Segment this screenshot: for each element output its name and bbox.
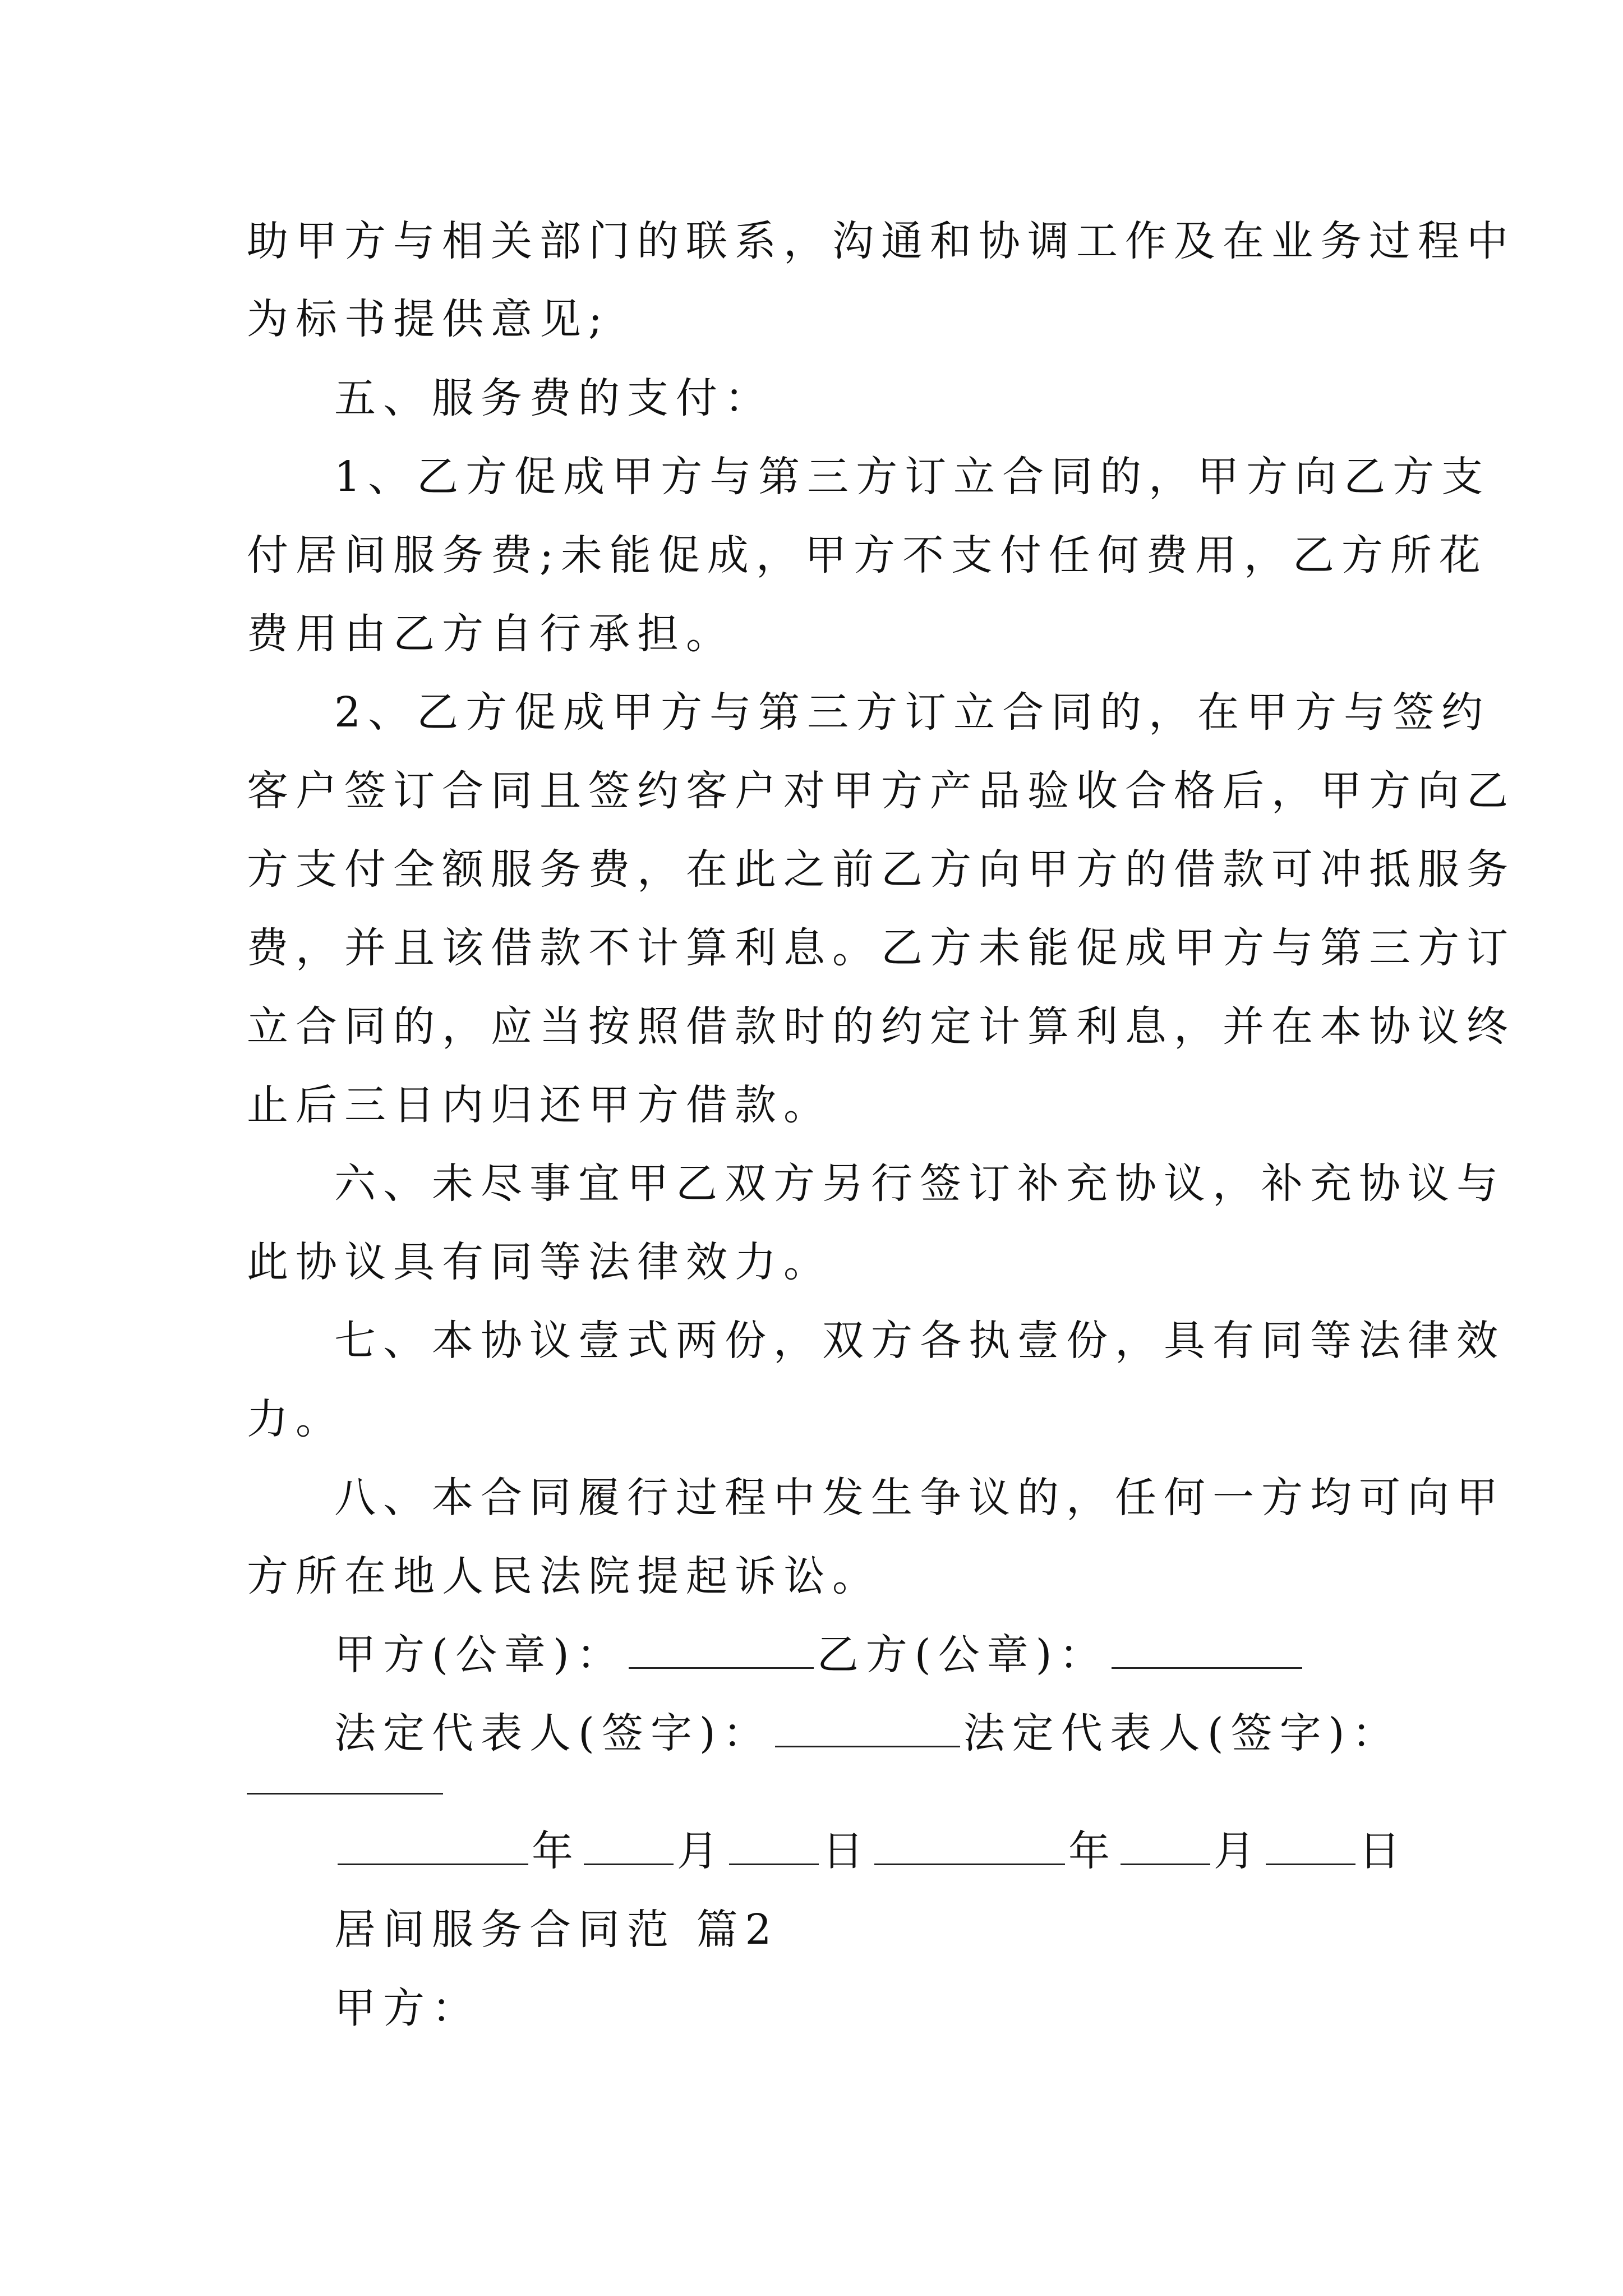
year-label: 年 bbox=[1068, 1827, 1117, 1875]
year-blank bbox=[874, 1824, 1065, 1865]
signature-seal-line bbox=[334, 1627, 1306, 1683]
party-b-representative-label: 法定代表人(签字)： bbox=[963, 1709, 1401, 1757]
paragraph-line: 付居间服务费;未能促成，甲方不支付任何费用，乙方所花 bbox=[247, 531, 1488, 579]
party-a-seal-blank bbox=[629, 1628, 814, 1669]
paragraph-line: 六、未尽事宜甲乙双方另行签订补充协议，补充协议与 bbox=[334, 1159, 1505, 1208]
year-label: 年 bbox=[532, 1827, 580, 1875]
signature-representative-line bbox=[334, 1705, 1401, 1761]
paragraph-line: 费，并且该借款不计算利息。乙方未能促成甲方与第三方订 bbox=[247, 924, 1515, 972]
paragraph-line: 此协议具有同等法律效力。 bbox=[247, 1238, 832, 1286]
party-b-seal-label: 乙方(公章)： bbox=[817, 1631, 1108, 1679]
paragraph-line: 止后三日内归还甲方借款。 bbox=[247, 1081, 832, 1129]
paragraph-line: 方所在地人民法院提起诉讼。 bbox=[247, 1552, 881, 1600]
year-blank bbox=[338, 1824, 528, 1865]
party-a-representative-blank bbox=[775, 1706, 960, 1747]
month-label: 月 bbox=[1214, 1827, 1262, 1875]
signature-date-line bbox=[334, 1823, 1408, 1879]
paragraph-line: 费用由乙方自行承担。 bbox=[247, 610, 735, 658]
paragraph-line: 八、本合同履行过程中发生争议的，任何一方均可向甲 bbox=[334, 1474, 1505, 1522]
month-blank bbox=[584, 1824, 674, 1865]
party-a-seal-label: 甲方(公章)： bbox=[334, 1631, 625, 1679]
paragraph-line: 1、乙方促成甲方与第三方订立合同的，甲方向乙方支 bbox=[334, 453, 1491, 501]
section-heading: 五、服务费的支付： bbox=[334, 374, 773, 422]
party-a-label: 甲方： bbox=[334, 1984, 481, 2032]
day-blank bbox=[729, 1824, 819, 1865]
paragraph-line: 力。 bbox=[247, 1395, 344, 1443]
day-blank bbox=[1266, 1824, 1355, 1865]
paragraph-line: 客户签订合同且签约客户对甲方产品验收合格后，甲方向乙 bbox=[247, 767, 1515, 815]
paragraph-line: 方支付全额服务费，在此之前乙方向甲方的借款可冲抵服务 bbox=[247, 845, 1515, 894]
month-blank bbox=[1121, 1824, 1210, 1865]
party-a-representative-label: 法定代表人(签字)： bbox=[334, 1709, 772, 1757]
party-b-representative-blank bbox=[247, 1793, 443, 1795]
paragraph-line: 为标书提供意见; bbox=[247, 295, 610, 343]
paragraph-line: 立合同的，应当按照借款时的约定计算利息，并在本协议终 bbox=[247, 1002, 1515, 1051]
day-label: 日 bbox=[822, 1827, 871, 1875]
paragraph-line: 助甲方与相关部门的联系，沟通和协调工作及在业务过程中 bbox=[247, 217, 1515, 265]
day-label: 日 bbox=[1359, 1827, 1408, 1875]
paragraph-line: 2、乙方促成甲方与第三方订立合同的，在甲方与签约 bbox=[334, 688, 1491, 737]
paragraph-line: 七、本协议壹式两份，双方各执壹份，具有同等法律效 bbox=[334, 1317, 1505, 1365]
section-title: 居间服务合同范 篇2 bbox=[334, 1906, 779, 1954]
party-b-seal-blank bbox=[1112, 1628, 1302, 1669]
month-label: 月 bbox=[677, 1827, 726, 1875]
